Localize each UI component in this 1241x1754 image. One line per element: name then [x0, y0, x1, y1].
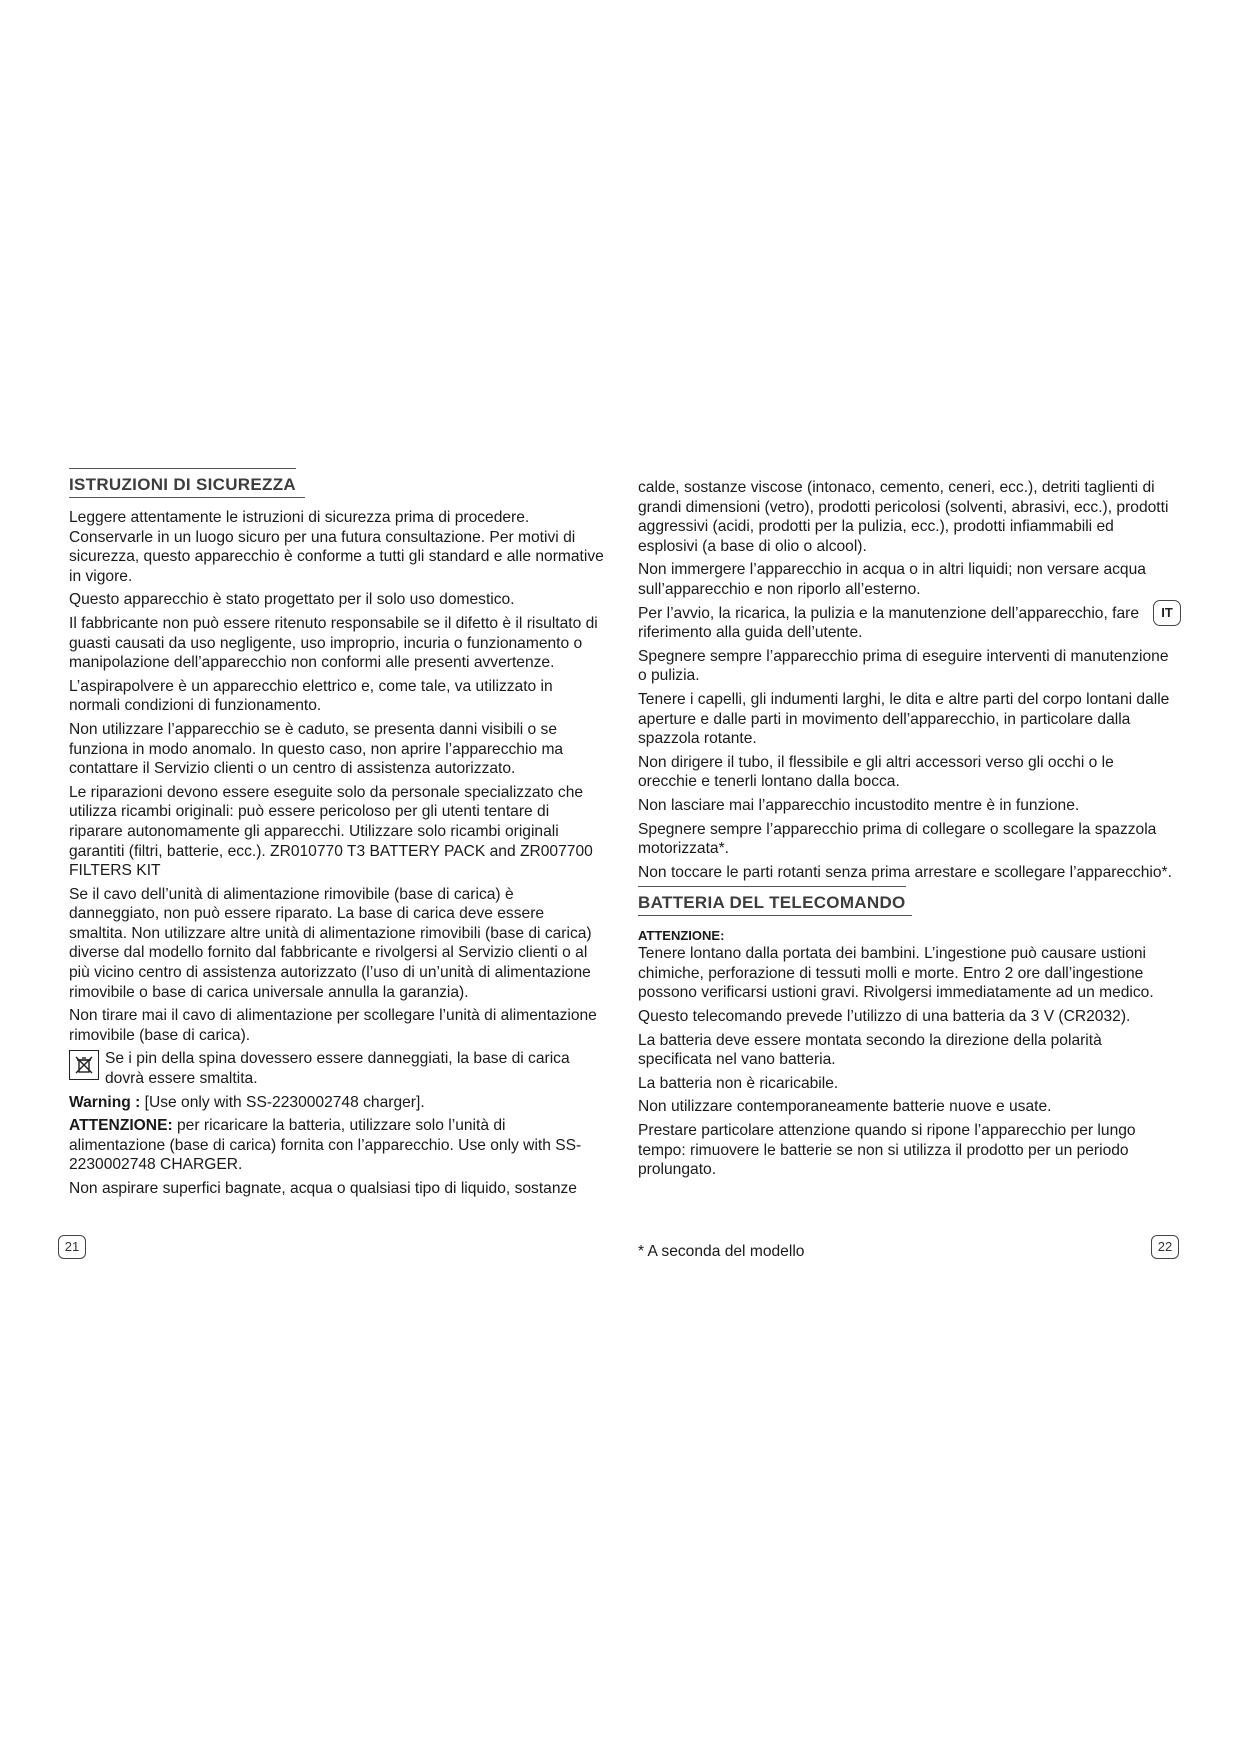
crossed-out-bin-icon — [69, 1050, 99, 1080]
attention-text: per ricaricare la batteria, utilizzare solo l’unità di alimentazione (base di carica) fornita con l’apparecchio. Use only with SS-2230002748 CHARGER. — [69, 1117, 582, 1174]
paragraph: Tenere lontano dalla portata dei bambini. L’ingestione può causare ustioni chimiche, perforazione di tessuti molli e morte. Entro 2 ore dall’ingestione possono verificarsi ustioni gravi. Rivolgersi immediatamente ad un medico. — [638, 945, 1154, 1002]
paragraph: Tenere i capelli, gli indumenti larghi, le dita e altre parti del corpo lontani dalle aperture e dalle parti in movimento dell’apparecchio, in particolare dalla spazzola rotante. — [638, 690, 1170, 748]
paragraph: Prestare particolare attenzione quando si ripone l’apparecchio per lungo tempo: rimuovere le batterie se non si utilizza il prodotto per un periodo prolungato. — [638, 1122, 1136, 1179]
language-tab: IT — [1153, 600, 1181, 626]
warning-line — [69, 1093, 605, 1113]
paragraph: Non toccare le parti rotanti senza prima arrestare e scollegare l’apparecchio*. — [638, 863, 1172, 881]
paragraph: Non utilizzare l’apparecchio se è caduto, se presenta danni visibili o se funziona in modo anomalo. In questo caso, non aprire l’apparecchio ma contattare il Servizio clienti o un centro di assistenza autorizzato. — [69, 720, 564, 778]
footnote: * A seconda del modello — [638, 1243, 805, 1260]
paragraph: La batteria non è ricaricabile. — [638, 1074, 839, 1092]
paragraph: Non lasciare mai l’apparecchio incustodito mentre è in funzione. — [638, 796, 1080, 814]
title-underline — [638, 915, 912, 916]
paragraph: Spegnere sempre l’apparecchio prima di eseguire interventi di manutenzione o pulizia. — [638, 647, 1169, 685]
page-number-left: 21 — [58, 1235, 86, 1259]
paragraph: L’aspirapolvere è un apparecchio elettrico e, come tale, va utilizzato in normali condizioni di funzionamento. — [69, 677, 553, 715]
warning-text: [Use only with SS-2230002748 charger]. — [140, 1093, 425, 1111]
section-title-battery: BATTERIA DEL TELECOMANDO — [638, 886, 906, 913]
page-number-right: 22 — [1151, 1235, 1179, 1259]
section-title-safety: ISTRUZIONI DI SICUREZZA — [69, 468, 296, 495]
attention-heading: ATTENZIONE: — [638, 928, 725, 944]
paragraph: Leggere attentamente le istruzioni di sicurezza prima di procedere. Conservarle in un luogo sicuro per una futura consultazione. Per motivi di sicurezza, questo apparecchio è conforme a tutti gli standard e alle normative in vigore. — [69, 509, 604, 585]
paragraph: Non utilizzare contemporaneamente batterie nuove e usate. — [638, 1098, 1052, 1116]
paragraph: Spegnere sempre l’apparecchio prima di collegare o scollegare la spazzola motorizzata*. — [638, 820, 1157, 858]
right-page-column — [638, 478, 1174, 1184]
paragraph: Le riparazioni devono essere eseguite solo da personale specializzato che utilizza ricambi originali: può essere pericoloso per gli utenti tentare di riparare autonomamente gli apparecchi. Utilizzare solo ricambi originali garantiti (filtri, batterie, ecc.). ZR010770 T3 BATTERY PACK and ZR007700 FILTERS KIT — [69, 783, 593, 880]
title-underline — [69, 497, 305, 498]
left-page-column — [69, 468, 605, 1203]
disposal-note-text: Se i pin della spina dovessero essere danneggiati, la base di carica dovrà essere smaltita. — [105, 1050, 570, 1088]
attention-label: ATTENZIONE: — [69, 1117, 173, 1135]
warning-label: Warning : — [69, 1093, 141, 1111]
paragraph: calde, sostanze viscose (intonaco, cemento, ceneri, ecc.), detriti taglienti di grandi dimensioni (vetro), prodotti pericolosi (solventi, abrasivi, ecc.), prodotti aggressivi (acidi, prodotti per la pulizia, ecc.), prodotti infiammabili ed esplosivi (a base di olio o alcool). — [638, 479, 1169, 555]
paragraph: Non tirare mai il cavo di alimentazione per scollegare l’unità di alimentazione rimovibile (base di carica). — [69, 1007, 597, 1044]
paragraph: Per l’avvio, la ricarica, la pulizia e la manutenzione dell’apparecchio, fare riferimento alla guida dell’utente. — [638, 604, 1139, 642]
paragraph: Non aspirare superfici bagnate, acqua o qualsiasi tipo di liquido, sostanze — [69, 1180, 577, 1197]
paragraph: Questo telecomando prevede l’utilizzo di una batteria da 3 V (CR2032). — [638, 1008, 1131, 1026]
paragraph: Non dirigere il tubo, il flessibile e gli altri accessori verso gli occhi o le orecchie e tenerli lontano dalla bocca. — [638, 753, 1114, 791]
paragraph: Questo apparecchio è stato progettato per il solo uso domestico. — [69, 591, 515, 609]
disposal-note — [69, 1049, 605, 1092]
paragraph: Non immergere l’apparecchio in acqua o in altri liquidi; non versare acqua sull’apparecchio e non riporlo all’esterno. — [638, 561, 1146, 598]
paragraph: La batteria deve essere montata secondo la direzione della polarità specificata nel vano batteria. — [638, 1031, 1102, 1069]
paragraph: Se il cavo dell’unità di alimentazione rimovibile (base di carica) è danneggiato, non può essere riparato. La base di carica deve essere smaltita. Non utilizzare altre unità di alimentazione rimovibili (base di carica) diverse dal modello fornito dal fabbricante e rivolgersi al Servizio clienti o al più vicino centro di assistenza autorizzato (l’uso di un’unità di alimentazione rimovibile o base di carica universale annulla la garanzia). — [69, 885, 592, 1001]
paragraph: Il fabbricante non può essere ritenuto responsabile se il difetto è il risultato di guasti causati da uso negligente, uso improprio, incuria o funzionamento o manipolazione dell’apparecchio non conformi alle presenti avvertenze. — [69, 614, 598, 672]
attention-paragraph — [69, 1116, 605, 1175]
